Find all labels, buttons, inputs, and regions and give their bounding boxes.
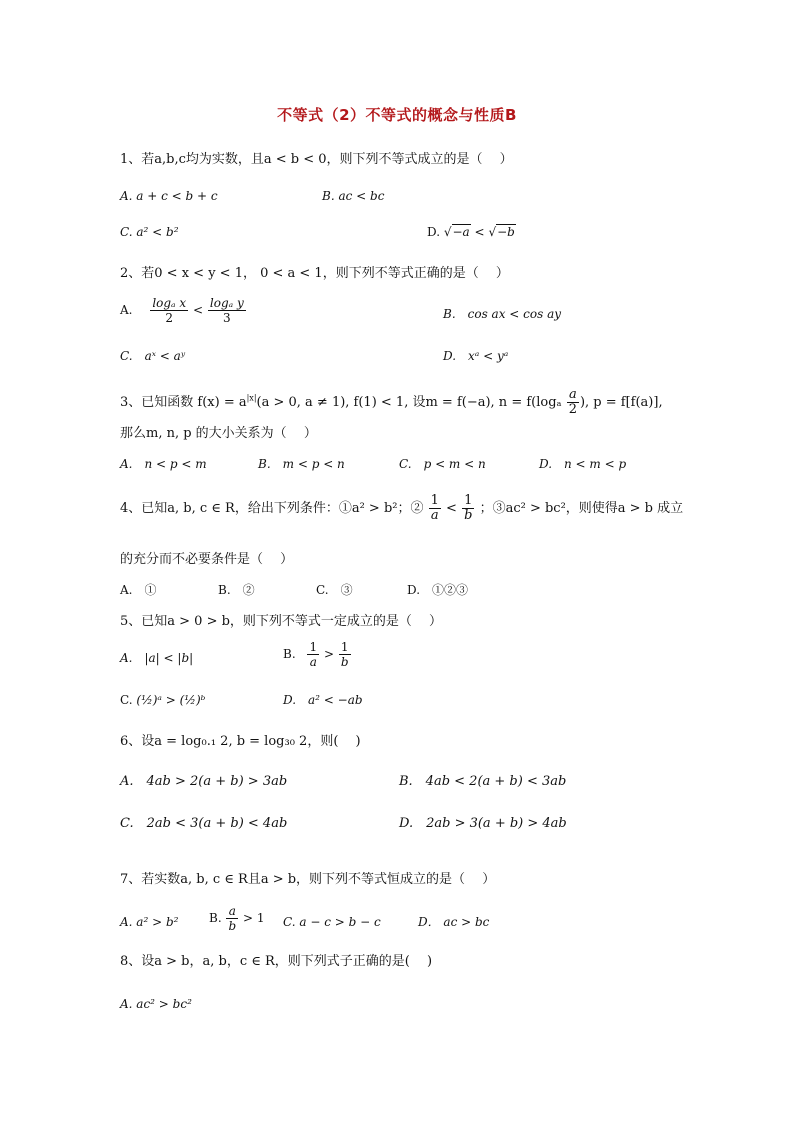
greater-than-sign: > [165, 693, 176, 707]
fraction [567, 388, 579, 417]
question-4-option-a: A. ① [120, 583, 157, 597]
question-6-option-a: A. 4ab > 2(a + b) > 3ab [120, 774, 288, 789]
exponent: |x| [246, 393, 257, 403]
denominator: a [309, 655, 317, 669]
question-4-option-c: C. ③ [316, 583, 353, 597]
stem-part: (a > 0, a ≠ 1), f(1) < 1, 设m = f(−a), n = f(logₐ [256, 395, 562, 410]
page-title: 不等式（2）不等式的概念与性质B [277, 106, 517, 124]
sqrt-sign: √ [488, 225, 497, 239]
denominator: 2 [568, 402, 577, 417]
fraction [462, 494, 474, 523]
question-2-stem: 2、若0 < x < y < 1， 0 < a < 1，则下列不等式正确的是（ ） [120, 266, 509, 281]
denominator: b [228, 919, 237, 933]
fraction [208, 296, 246, 325]
numerator: logₐ x [152, 296, 187, 310]
question-7-option-b [209, 904, 265, 940]
question-6-option-c: C. 2ab < 3(a + b) < 4ab [120, 816, 288, 831]
option-b-label: B. [209, 911, 222, 925]
question-1-option-b: B. ac < bc [322, 189, 385, 203]
numerator: 1 [462, 494, 474, 509]
question-3-option-a: A. n < p < m [120, 457, 207, 471]
question-8-stem: 8、设a > b，a, b，c ∈ R，则下列式子正确的是( ) [120, 954, 433, 969]
stem-part: 3、已知函数 f(x) = a [120, 395, 247, 410]
denominator: b [464, 508, 473, 523]
question-6-option-d: D. 2ab > 3(a + b) > 4ab [399, 816, 567, 831]
question-3-option-c: C. p < m < n [399, 457, 486, 471]
question-7-stem: 7、若实数a, b, c ∈ R且a > b，则下列不等式恒成立的是（ ） [120, 872, 496, 887]
fraction [429, 494, 441, 523]
question-7-option-d: D． ac > bc [418, 915, 490, 929]
less-than-sign: < [474, 225, 485, 239]
radicand-left: −a [452, 225, 470, 239]
numerator: 1 [339, 640, 351, 655]
question-4-option-b: B. ② [218, 583, 255, 597]
question-2-option-c: C. aˣ < aʸ [120, 349, 186, 363]
denominator: b [340, 655, 349, 669]
option-d-label: D. [427, 225, 441, 239]
question-3-option-d: D. n < m < p [539, 457, 627, 471]
question-4-stem [120, 494, 683, 530]
stem-part: ), p = f[f(a)], [579, 395, 663, 410]
question-3-option-b: B. m < p < n [258, 457, 345, 471]
question-3-stem-line-2: 那么m, n, p 的大小关系为（ ） [120, 426, 317, 441]
question-3-stem [120, 388, 663, 424]
radicand-right: −b [497, 225, 515, 239]
question-4-option-d: D. ①②③ [407, 583, 469, 597]
stem-part: 4、已知a, b, c ∈ R，给出下列条件：①a² > b²；② [120, 501, 424, 516]
fraction [226, 904, 238, 933]
question-1-stem: 1、若a,b,c均为实数，且a < b < 0，则下列不等式成立的是（ ） [120, 152, 513, 167]
question-5-option-c [120, 690, 205, 710]
numerator: 1 [309, 640, 318, 654]
question-1-option-a: A. a + c < b + c [120, 189, 218, 203]
denominator: 2 [165, 311, 174, 325]
numerator: a [567, 388, 579, 403]
question-1-option-d [427, 222, 516, 242]
question-6-stem: 6、设a = log₀.₁ 2, b = log₃₀ 2，则( ) [120, 734, 361, 749]
option-b-label: B. [283, 647, 296, 661]
question-5-option-a: A. |a| < |b| [120, 651, 194, 665]
question-2-option-b: B. cos ax < cos ay [443, 307, 562, 321]
question-2-option-a [120, 296, 247, 336]
less-than-sign: < [192, 303, 204, 317]
fraction [339, 640, 351, 669]
question-4-stem-line-2: 的充分而不必要条件是（ ） [120, 552, 294, 567]
question-5-option-d: D. a² < −ab [283, 693, 363, 707]
question-5-option-b [283, 640, 352, 676]
expression: (½)ᵃ [136, 693, 162, 707]
question-8-option-a: A. ac² > bc² [120, 997, 192, 1011]
question-2-option-d: D. xᵃ < yᵃ [443, 349, 509, 363]
question-7-option-a: A. a² > b² [120, 915, 179, 929]
question-5-stem: 5、已知a > 0 > b，则下列不等式一定成立的是（ ） [120, 614, 443, 629]
fraction [150, 296, 188, 325]
numerator: 1 [430, 493, 439, 508]
numerator: logₐ y [209, 296, 244, 310]
question-6-option-b: B. 4ab < 2(a + b) < 3ab [399, 774, 567, 789]
expression: > 1 [242, 911, 265, 925]
question-1-option-c: C. a² < b² [120, 225, 179, 239]
option-c-label: C. [120, 693, 133, 707]
denominator: a [430, 508, 439, 523]
expression: (½)ᵇ [179, 693, 206, 707]
sqrt-sign: √ [443, 225, 452, 239]
fraction [307, 640, 319, 669]
question-7-option-c: C. a − c > b − c [283, 915, 381, 929]
denominator: 3 [222, 311, 231, 325]
greater-than-sign: > [323, 647, 334, 661]
stem-part: ；③ac² > bc²，则使得a > b 成立 [479, 501, 684, 516]
numerator: a [226, 904, 238, 919]
less-than-sign: < [446, 501, 457, 516]
option-a-label: A. [120, 303, 133, 317]
